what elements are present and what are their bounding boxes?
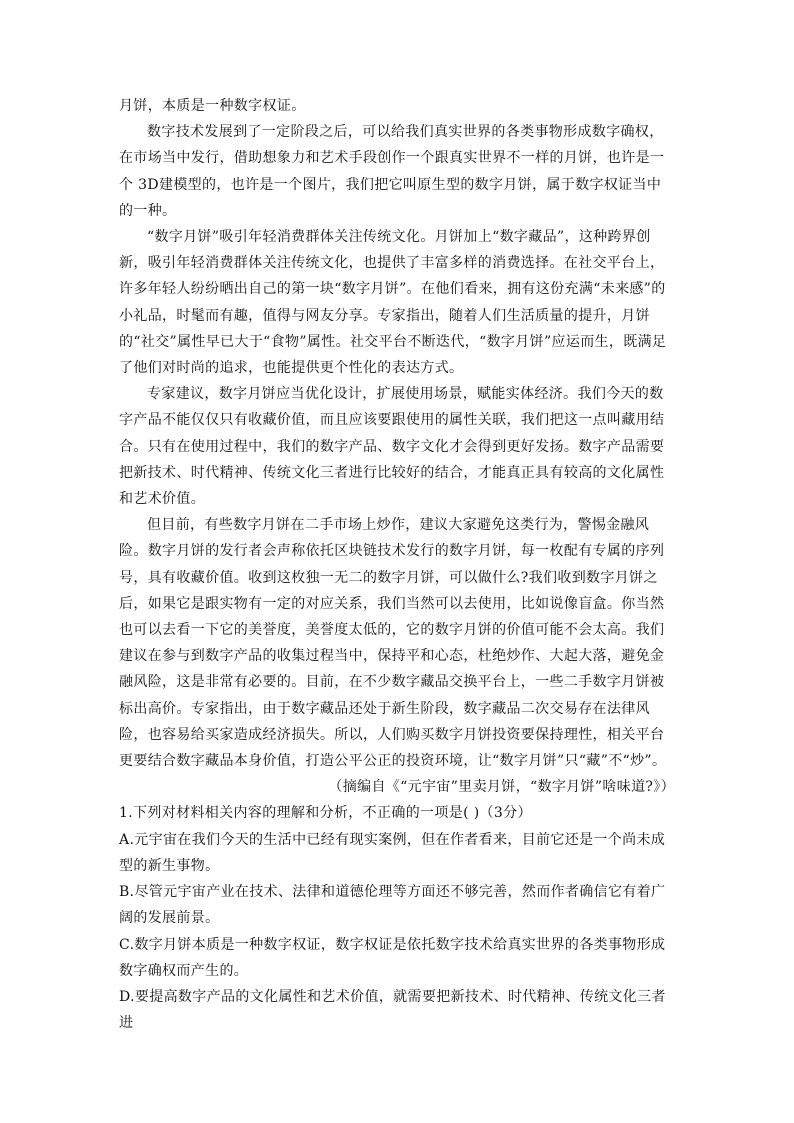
paragraph-5: 但目前，有些数字月饼在二手市场上炒作，建议大家避免这类行为，警惕金融风险。数字月饼的发行者会声称依托区块链技术发行的数字月饼，每一枚配有专属的序列号，具有收藏价值。收到这枚独一无二的数字月饼，可以做什么?我们收到数字月饼之后，如果它是跟实物有一定的对应关系，我们当然可以去使用，比如说像盲盒。你当然也可以去看一下它的美誉度，美誉度太低的，它的数字月饼的价值可能不会太高。我们建议在参与到数字产品的收集过程当中，保持平和心态，杜绝炒作、大起大落，避免金融风险，这是非常有必要的。目前，在不少数字藏品交换平台上，一些二手数字月饼被标出高价。专家指出，由于数字藏品还处于新生阶段，数字藏品二次交易存在法律风险，也容易给买家造成经济损失。所以，人们购买数字月饼投资要保持理性，相关平台更要结合数字藏品本身价值，打造公平公正的投资环境，让“数字月饼”只“藏”不“炒”。 xyxy=(119,517,667,770)
option-a: A.元宇宙在我们今天的生活中已经有现实案例，但在作者看来，目前它还是一个尚未成型的新生事物。 xyxy=(119,831,666,874)
option-d: D.要提高数字产品的文化属性和艺术价值，就需要把新技术、时代精神、传统文化三者进 xyxy=(119,988,666,1032)
source-citation: （摘编自《“元宇宙”里卖月饼，“数字月饼”啥味道?》） xyxy=(328,779,675,796)
option-b: B.尽管元宇宙产业在技术、法律和道德伦理等方面还不够完善，然而作者确信它有着广阔的发展前景。 xyxy=(119,884,666,927)
paragraph-3: “数字月饼”吸引年轻消费群体关注传统文化。月饼加上“数字藏品”，这种跨界创新，吸引年轻消费群体关注传统文化，也提供了丰富多样的消费选择。在社交平台上，许多年轻人纷纷晒出自己的第一块“数字月饼”。在他们看来，拥有这份充满“未来感”的小礼品，时髦而有趣，值得与网友分享。专家指出，随着人们生活质量的提升，月饼的“社交”属性早已大于“食物”属性。社交平台不断迭代，“数字月饼”应运而生，既满足了他们对时尚的追求，也能提供更个性化的表达方式。 xyxy=(119,229,667,377)
option-c: C.数字月饼本质是一种数字权证，数字权证是依托数字技术给真实世界的各类事物形成数字确权而产生的。 xyxy=(119,936,666,979)
paragraph-4: 专家建议，数字月饼应当优化设计，扩展使用场景，赋能实体经济。我们今天的数字产品不能仅仅只有收藏价值，而且应该要跟使用的属性关联，我们把这一点叫藏用结合。只有在使用过程中，我们的数字产品、数字文化才会得到更好发扬。数字产品需要把新技术、时代精神、传统文化三者进行比较好的结合，才能真正具有较高的文化属性和艺术价值。 xyxy=(119,386,665,508)
article-body xyxy=(119,93,675,1036)
paragraph-1: 月饼，本质是一种数字权证。 xyxy=(119,98,306,114)
paragraph-2: 数字技术发展到了一定阶段之后，可以给我们真实世界的各类事物形成数字确权，在市场当中发行，借助想象力和艺术手段创作一个跟真实世界不一样的月饼，也许是一个 3D建模型的，也许是一个图片，我们把它叫原生型的数字月饼，属于数字权证当中的一种。 xyxy=(119,124,665,219)
question-stem: 1.下列对材料相关内容的理解和分析，不正确的一项是( )（3分） xyxy=(119,805,532,822)
